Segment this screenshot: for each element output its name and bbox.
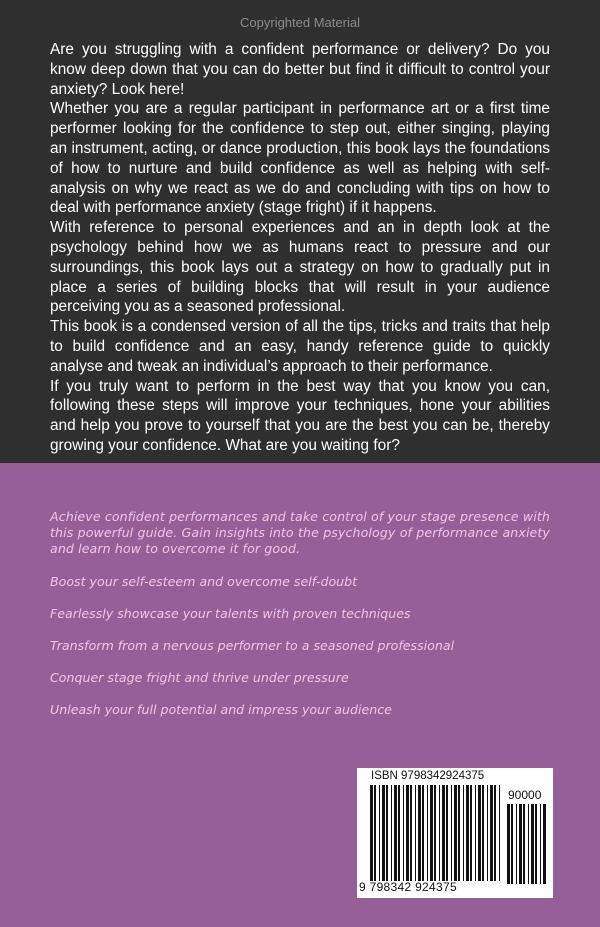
barcode-bar	[490, 785, 493, 881]
barcode-bar	[379, 785, 380, 881]
barcode-bar	[442, 785, 445, 881]
barcode-bar	[507, 804, 510, 884]
isbn-barcode	[357, 768, 553, 898]
barcode-bar	[543, 804, 546, 884]
barcode-bar	[519, 804, 522, 884]
barcode-bar	[499, 785, 500, 881]
barcode-bar	[403, 785, 404, 881]
promo-intro: Achieve confident performances and take control of your stage presence with this powerful guide. Gain insights into the psychology of performance anxiety and learn how to overcome it for good.	[50, 509, 550, 556]
barcode-bar	[406, 785, 409, 881]
barcode-bar	[374, 785, 376, 881]
barcode-bars	[370, 785, 502, 881]
barcode-bar	[451, 785, 452, 881]
promo-bullet: Fearlessly showcase your talents with proven techniques	[50, 606, 411, 621]
promo-bullet: Conquer stage fright and thrive under pressure	[50, 670, 349, 685]
blurb-paragraph: Whether you are a regular participant in performance art or a first time performer looking for the confidence to step out, either singing, playing an instrument, acting, or dance production, this book lays the foundations of how to nurture and build confidence as well as helping with self-analysis on why we react as we do and concluding with tips on how to deal with performance anxiety (stage fright) if it happens.	[50, 100, 550, 217]
barcode-bar	[470, 785, 472, 881]
barcode-bar	[528, 804, 529, 884]
barcode-bar	[439, 785, 440, 881]
barcode-bar	[516, 804, 517, 884]
barcode-bar	[386, 785, 388, 881]
barcode-bar	[540, 804, 541, 884]
barcode-bar	[382, 785, 385, 881]
barcode-bar	[494, 785, 496, 881]
blurb-paragraph: This book is a condensed version of all the tips, tricks and traits that help to build confidence and an easy, handy reference guide to quickly analyse and tweak an individual’s approach to their performance.	[50, 318, 550, 375]
price-barcode-bars	[507, 804, 547, 884]
barcode-bar	[478, 785, 481, 881]
ean-digits: 9 798342 924375	[359, 880, 457, 894]
barcode-bar	[454, 785, 457, 881]
barcode-bar	[458, 785, 460, 881]
barcode-bar	[398, 785, 400, 881]
barcode-bar	[391, 785, 392, 881]
barcode-bar	[370, 785, 373, 881]
barcode-bar	[523, 804, 525, 884]
barcode-bar	[410, 785, 412, 881]
barcode-bar	[487, 785, 488, 881]
barcode-bar	[415, 785, 416, 881]
barcode-bar	[446, 785, 448, 881]
barcode-bar	[531, 804, 534, 884]
barcode-bar	[466, 785, 469, 881]
promo-bullet-list	[50, 573, 550, 733]
promo-bullet: Unleash your full potential and impress your audience	[50, 702, 392, 717]
price-code: 90000	[508, 788, 542, 802]
barcode-bar	[511, 804, 513, 884]
promo-bullet: Transform from a nervous performer to a seasoned professional	[50, 638, 455, 653]
barcode-bar	[418, 785, 421, 881]
copyright-watermark: Copyrighted Material	[240, 15, 360, 30]
barcode-bar	[422, 785, 424, 881]
barcode-bar	[427, 785, 428, 881]
barcode-bar	[434, 785, 436, 881]
barcode-bar	[475, 785, 476, 881]
barcode-bar	[430, 785, 433, 881]
book-blurb	[50, 40, 550, 456]
blurb-paragraph: Are you struggling with a confident performance or delivery? Do you know deep down that you can do better but find it difficult to control your anxiety? Look here!	[50, 41, 550, 98]
isbn-label: ISBN 9798342924375	[371, 770, 485, 782]
promo-bullet: Boost your self-esteem and overcome self-doubt	[50, 574, 358, 589]
blurb-paragraph: With reference to personal experiences and an in depth look at the psychology behind how we as humans react to pressure and our surroundings, this book lays out a strategy on how to gradually put in place a series of building blocks that will result in your audience perceiving you as a seasoned professional.	[50, 219, 550, 316]
barcode-bar	[463, 785, 464, 881]
barcode-bar	[535, 804, 537, 884]
barcode-bar	[394, 785, 397, 881]
barcode-bar	[482, 785, 484, 881]
blurb-paragraph: If you truly want to perform in the best way that you know you can, following these steps will improve your techniques, hone your abilities and help you prove to yourself that you are the best you can be, thereby growing your confidence. What are you waiting for?	[50, 377, 550, 454]
